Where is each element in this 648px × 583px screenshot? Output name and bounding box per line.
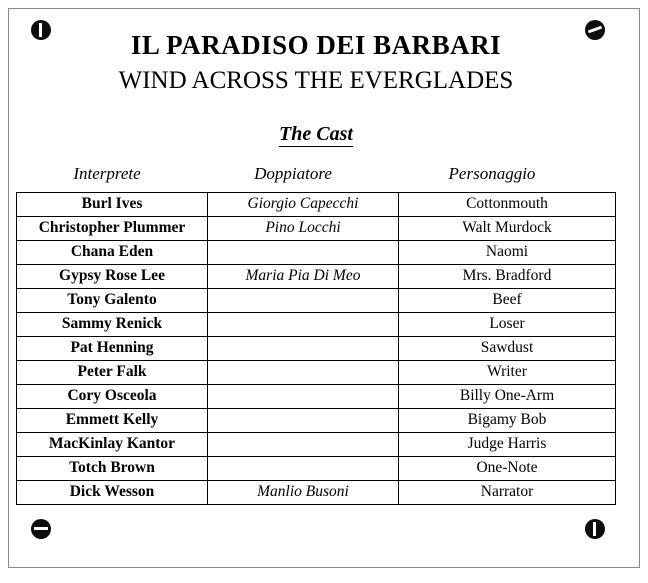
table-cell-interprete: Peter Falk (17, 361, 208, 385)
column-header-doppiatore: Doppiatore (254, 164, 332, 183)
table-cell-interprete: MacKinlay Kantor (17, 433, 208, 457)
table-cell-interprete: Pat Henning (17, 337, 208, 361)
table-cell-personaggio: Beef (399, 289, 616, 313)
column-headers (0, 164, 632, 184)
table-row (17, 193, 616, 217)
table-row (17, 385, 616, 409)
table-cell-interprete: Totch Brown (17, 457, 208, 481)
table-cell-personaggio: Bigamy Bob (399, 409, 616, 433)
table-cell-doppiatore (208, 361, 399, 385)
table-cell-personaggio: Cottonmouth (399, 193, 616, 217)
section-heading-text: The Cast (279, 123, 353, 145)
table-cell-doppiatore (208, 385, 399, 409)
table-cell-doppiatore (208, 241, 399, 265)
table-cell-interprete: Emmett Kelly (17, 409, 208, 433)
table-cell-doppiatore (208, 313, 399, 337)
table-cell-personaggio: Loser (399, 313, 616, 337)
table-cell-personaggio: Judge Harris (399, 433, 616, 457)
column-header-personaggio: Personaggio (448, 164, 536, 183)
table-row (17, 265, 616, 289)
section-heading (0, 123, 632, 146)
table-row (17, 433, 616, 457)
page-subtitle: WIND ACROSS THE EVERGLADES (118, 67, 514, 94)
table-row (17, 481, 616, 505)
table-row (17, 313, 616, 337)
table-cell-doppiatore (208, 433, 399, 457)
table-cell-interprete: Chana Eden (17, 241, 208, 265)
table-cell-interprete: Sammy Renick (17, 313, 208, 337)
table-cell-interprete: Cory Osceola (17, 385, 208, 409)
column-header-interprete: Interprete (73, 164, 141, 183)
table-row (17, 361, 616, 385)
table-cell-doppiatore: Maria Pia Di Meo (208, 265, 399, 289)
table-cell-doppiatore (208, 289, 399, 313)
table-cell-doppiatore (208, 337, 399, 361)
table-cell-interprete: Christopher Plummer (17, 217, 208, 241)
table-cell-doppiatore (208, 409, 399, 433)
table-row (17, 457, 616, 481)
table-cell-doppiatore: Pino Locchi (208, 217, 399, 241)
cast-table (16, 192, 616, 505)
table-cell-doppiatore (208, 457, 399, 481)
table-cell-interprete: Tony Galento (17, 289, 208, 313)
table-cell-personaggio: Mrs. Bradford (399, 265, 616, 289)
table-row (17, 289, 616, 313)
table-cell-personaggio: Billy One-Arm (399, 385, 616, 409)
table-cell-personaggio: Naomi (399, 241, 616, 265)
table-cell-personaggio: One-Note (399, 457, 616, 481)
table-cell-personaggio: Narrator (399, 481, 616, 505)
table-cell-doppiatore: Manlio Busoni (208, 481, 399, 505)
table-cell-personaggio: Writer (399, 361, 616, 385)
table-cell-interprete: Gypsy Rose Lee (17, 265, 208, 289)
table-row (17, 241, 616, 265)
table-row (17, 217, 616, 241)
table-row (17, 337, 616, 361)
table-cell-personaggio: Walt Murdock (399, 217, 616, 241)
table-cell-personaggio: Sawdust (399, 337, 616, 361)
page-title: IL PARADISO DEI BARBARI (130, 30, 502, 60)
table-row (17, 409, 616, 433)
table-cell-interprete: Dick Wesson (17, 481, 208, 505)
table-cell-doppiatore: Giorgio Capecchi (208, 193, 399, 217)
table-cell-interprete: Burl Ives (17, 193, 208, 217)
